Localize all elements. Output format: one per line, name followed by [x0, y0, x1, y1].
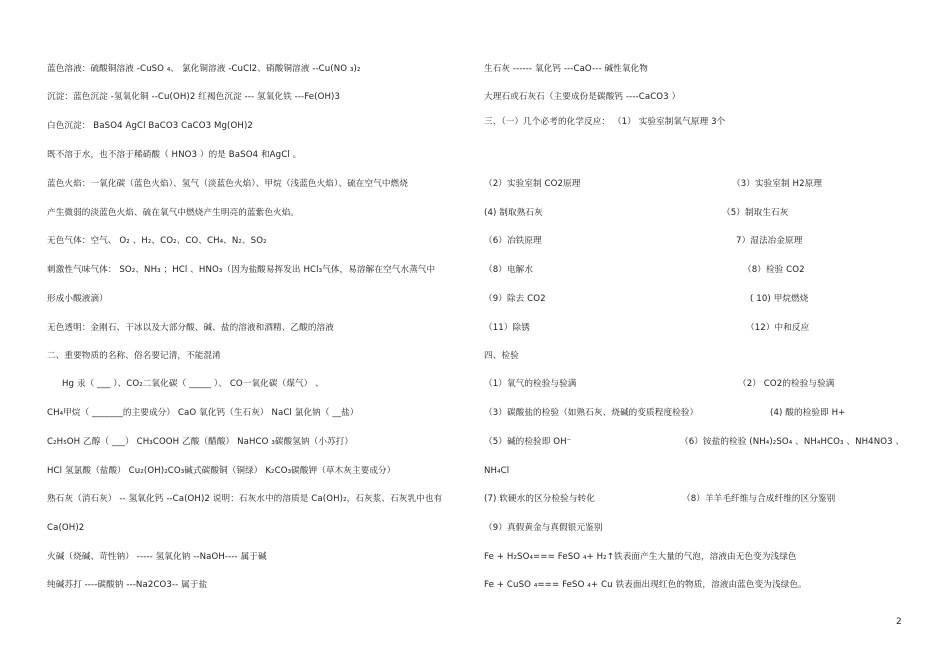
reaction-item: （2）实验室制 CO2原理: [484, 179, 581, 189]
reaction-item: （6）冶铁原理: [484, 236, 542, 246]
text-line: Ca(OH)2: [47, 523, 85, 533]
text-line: 生石灰 ------ 氧化钙 ---CaO--- 碱性氧化物: [484, 64, 648, 74]
text-line: 沉淀：蓝色沉淀 -氢氧化铜 --Cu(OH)2 红褐色沉淀 --- 氢氧化铁 ---Fe(OH)3: [47, 92, 341, 102]
reaction-item: （8）电解水: [484, 265, 534, 275]
text-line: 既不溶于水，也不溶于稀硝酸（ HNO3 ）的是 BaSO4 和AgCl 。: [47, 150, 302, 160]
text-line: Hg 汞（ ___ ）、CO₂二氧化碳（ _____ ）、 CO一氧化碳（煤气） 、: [62, 379, 324, 389]
check-item: （9）真假黄金与真假银元鉴别: [484, 523, 603, 533]
section-heading: 二、重要物质的名称、俗名要记清，不能混淆: [47, 351, 221, 361]
text-line: 大理石或石灰石（主要成份是碳酸钙 ----CaCO3 ）: [484, 92, 681, 102]
check-item: （2） CO2的检验与验满: [738, 379, 835, 389]
check-item: (4) 酸的检验即 H+: [770, 408, 846, 418]
reaction-item: 7）湿法冶金原理: [736, 236, 803, 246]
text-line: 产生微弱的淡蓝色火焰、硫在氧气中燃烧产生明亮的蓝紫色火焰。: [47, 208, 300, 218]
check-item: (7) 软硬水的区分检验与转化: [484, 494, 595, 504]
text-line: 蓝色火焰：一氧化碳（蓝色火焰）、氢气（淡蓝色火焰）、甲烷（浅蓝色火焰）、硫在空气中燃烧: [47, 179, 408, 189]
text-line: 白色沉淀： BaSO4 AgCl BaCO3 CaCO3 Mg(OH)2: [47, 121, 253, 131]
text-line: 无色透明：金刚石、干冰以及大部分酸、碱、盐的溶液和酒精、乙酸的溶液: [47, 323, 334, 333]
equation-line: Fe + CuSO ₄=== FeSO ₄+ Cu 铁表面出现红色的物质，溶液由蓝色变为浅绿色。: [484, 580, 807, 590]
check-item: （3）碳酸盐的检验（如熟石灰、烧碱的变质程度检验）: [484, 408, 699, 418]
equation-line: Fe + H₂SO₄=== FeSO ₄+ H₂↑铁表面产生大量的气泡，溶液由无色变为浅绿色: [484, 552, 797, 562]
reaction-item: （9）除去 CO2: [484, 294, 546, 304]
text-line: 熟石灰（消石灰） -- 氢氧化钙 --Ca(OH)2 说明：石灰水中的溶质是 Ca(OH)₂，石灰浆、石灰乳中也有: [47, 494, 443, 504]
reaction-item: （11）除锈: [484, 323, 530, 333]
section-heading: 三、（一）几个必考的化学反应： （1） 实验室制氧气原理 3个: [484, 117, 726, 127]
check-item: （5）碱的检验即 OH⁻: [484, 437, 572, 447]
page-number: 2: [896, 617, 902, 627]
check-item: （8）羊羊毛纤维与合成纤维的区分鉴别: [682, 494, 836, 504]
text-line: 形成小酸液滴）: [47, 294, 108, 304]
text-line: CH₄甲烷（ _______的主要成分） CaO 氧化钙（生石灰） NaCl 氯化钠（ __盐）: [47, 408, 359, 418]
reaction-item: （12）中和反应: [746, 323, 810, 333]
reaction-item: （5）制取生石灰: [722, 208, 789, 218]
text-line: 刺激性气味气体： SO₂、NH₃ ；HCl 、HNO₃（因为盐酸易挥发出 HCl₃气体，易溶解在空气水蒸气中: [47, 265, 436, 275]
check-item: （6）铵盐的检验 (NH₄)₂SO₄ 、NH₄HCO₃ 、NH4NO3 、: [680, 437, 905, 447]
section-heading: 四、检验: [484, 351, 519, 361]
text-line: 火碱（烧碱、苛性钠） ----- 氢氧化钠 --NaOH---- 属于碱: [47, 552, 267, 562]
reaction-item: ( 10) 甲烷燃烧: [750, 294, 809, 304]
reaction-item: （8）检验 CO2: [743, 265, 805, 275]
text-line: 蓝色溶液：硫酸铜溶液 -CuSO ₄、 氯化铜溶液 -CuCl2、硝酸铜溶液 --Cu(NO ₃)₂: [47, 64, 361, 74]
reaction-item: (4) 制取熟石灰: [484, 208, 543, 218]
check-item: NH₄Cl: [484, 466, 510, 476]
text-line: HCl 氢氯酸（盐酸） Cu₂(OH)₂CO₃碱式碳酸铜（铜绿） K₂CO₃碳酸钾（草木灰主要成分）: [47, 466, 396, 476]
reaction-item: （3）实验室制 H2原理: [732, 179, 823, 189]
text-line: 纯碱苏打 ----碳酸钠 ---Na2CO3-- 属于盐: [47, 580, 208, 590]
text-line: 无色气体：空气、 O₂ 、H₂、CO₂、CO、CH₄、N₂、SO₂: [47, 236, 267, 246]
check-item: （1）氧气的检验与验满: [484, 379, 577, 389]
text-line: C₂H₅OH 乙醇（ ___） CH₃COOH 乙酸（醋酸） NaHCO ₃碳酸氢钠（小苏打）: [47, 437, 354, 447]
